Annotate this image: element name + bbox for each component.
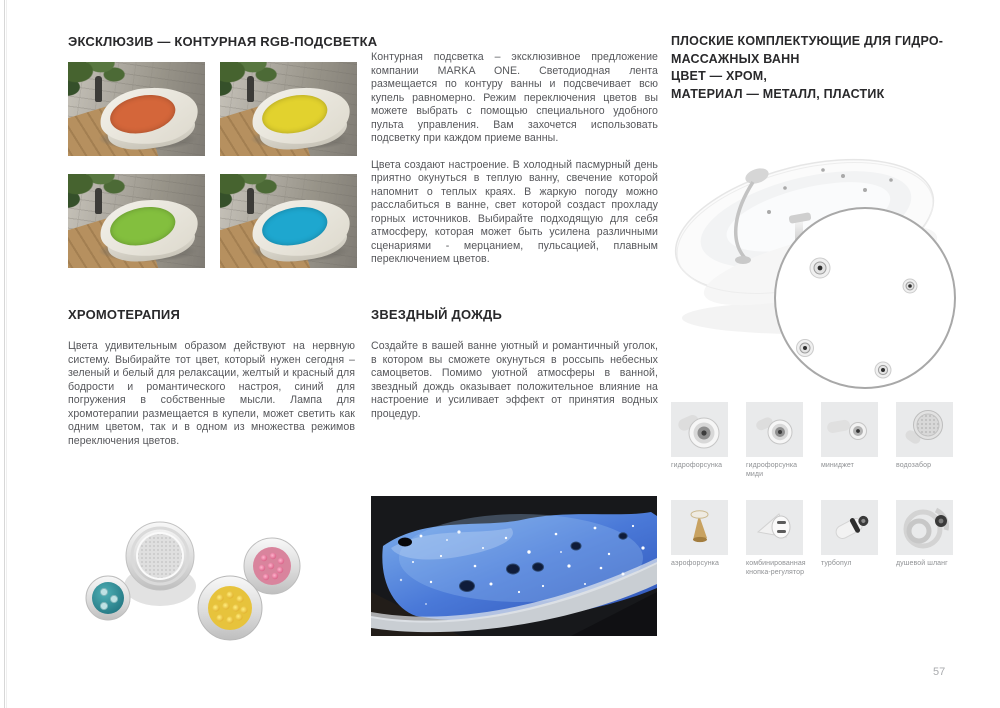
part-caption: миниджет	[821, 462, 854, 469]
yellow-lamp	[198, 576, 262, 640]
part-caption: турбопул	[821, 560, 852, 567]
star-paragraph: Создайте в вашей ванне уютный и романтичный уголок, в котором вы сможете окунуться в россыпь небесных самоцветов. Помимо уютной атмосферы в ванной, звездный дождь оказывает положительное влияние на настроение и усиливает эффект от принятия водных процедур.	[371, 340, 658, 420]
chromotherapy-lamps-image	[80, 516, 315, 661]
part-item	[896, 500, 953, 577]
part-item	[671, 500, 728, 577]
bathtub-photo-green	[68, 174, 205, 268]
white-bathtub-with-flat-jets-image	[665, 118, 960, 390]
part-item	[746, 402, 803, 479]
flat-jet	[810, 258, 830, 278]
part-caption: водозабор	[896, 462, 932, 469]
hydro-jet-midi-icon	[746, 402, 803, 457]
page-number: 57	[933, 666, 946, 678]
part-item	[671, 402, 728, 479]
star-text	[371, 340, 658, 434]
magnifier-circle	[775, 208, 955, 388]
rgb-intro-text	[371, 51, 658, 280]
part-item	[821, 500, 878, 577]
water-yellow	[259, 90, 331, 139]
bathtub-photo-yellow	[220, 62, 357, 156]
page-edge-line-light	[6, 0, 7, 708]
statue	[95, 76, 102, 102]
flat-jet	[797, 340, 814, 357]
page-edge-line	[4, 0, 5, 708]
shower-hose-icon	[896, 500, 953, 555]
bathtub-color-grid	[68, 62, 357, 268]
turbopool-icon	[821, 500, 878, 555]
parts-title-line-3: ЦВЕТ — ХРОМ,	[671, 69, 768, 83]
part-caption: гидрофорсунка	[671, 462, 723, 469]
flat-jet	[875, 362, 891, 378]
chromo-section-title: ХРОМОТЕРАПИЯ	[68, 307, 181, 322]
part-item	[746, 500, 806, 577]
minijet-icon	[821, 402, 878, 457]
parts-title-line-2: МАССАЖНЫХ ВАНН	[671, 51, 800, 66]
water-green	[107, 202, 179, 251]
bathtub-photo-cyan	[220, 174, 357, 268]
flat-jet	[903, 279, 917, 293]
water-intake-icon	[896, 402, 953, 457]
part-caption: душевой шланг	[896, 560, 948, 567]
teal-lamp	[86, 576, 130, 620]
water-orange	[107, 90, 179, 139]
chromo-text	[68, 340, 355, 461]
parts-grid-row-1	[671, 402, 953, 479]
part-item	[821, 402, 878, 479]
rgb-paragraph-1: Контурная подсветка – эксклюзивное предложение компании MARKA ONE. Светодиодная лента размещается по контуру ванны и подсвечивает всю купель равномерно. Режим переключения цветов вы можете выбрать с помощью специального удобного пульта управления. Вам захочется использовать подсветку при каждом приеме ванны.	[371, 51, 658, 144]
star-rain-bathtub-image	[371, 496, 657, 636]
white-lamp	[124, 522, 196, 606]
chromo-paragraph: Цвета удивительным образом действуют на нервную систему. Выбирайте тот цвет, который нужен сегодня – зеленый и белый для релаксации, желтый и красный для бодрости и романтического настроя, синий для погружения в собственные мысли. Лампа для хромотерапии размещается в купели, может светить как одним цветом, так и в одном из множества режимов переключения цветов.	[68, 340, 355, 447]
parts-title-line-1: ПЛОСКИЕ КОМПЛЕКТУЮЩИЕ ДЛЯ ГИДРО-	[671, 34, 944, 48]
statue	[95, 188, 102, 214]
part-caption: комбинированная кнопка-регулятор	[746, 560, 806, 576]
combined-knob-regulator-icon	[746, 500, 803, 555]
parts-title-line-4: МАТЕРИАЛ — МЕТАЛЛ, ПЛАСТИК	[671, 86, 885, 101]
part-caption: гидрофорсунка миди	[746, 462, 798, 478]
statue	[247, 188, 254, 214]
star-section-title: ЗВЕЗДНЫЙ ДОЖДЬ	[371, 307, 503, 322]
air-jet-icon	[671, 500, 728, 555]
parts-section-title	[671, 33, 971, 103]
rgb-section-title: ЭКСКЛЮЗИВ — КОНТУРНАЯ RGB-ПОДСВЕТКА	[68, 34, 378, 49]
statue	[247, 76, 254, 102]
part-item	[896, 402, 953, 479]
rgb-paragraph-2: Цвета создают настроение. В холодный пасмурный день приятно окунуться в теплую ванну, свечение которой напомнит о теплых краях. В жаркую погоду можно расслабиться в ванне, свет которой создаст прохладу горных источников. Выбирайте подходящую для себя атмосферу, которая может быть усилена различными сценариями - мерцанием, пульсацией, плавным переключением цветов.	[371, 158, 658, 265]
water-cyan	[259, 202, 331, 251]
part-caption: аэрофорсунка	[671, 560, 719, 567]
hydro-jet-icon	[671, 402, 728, 457]
bathtub-photo-orange	[68, 62, 205, 156]
parts-grid-row-2	[671, 500, 953, 577]
